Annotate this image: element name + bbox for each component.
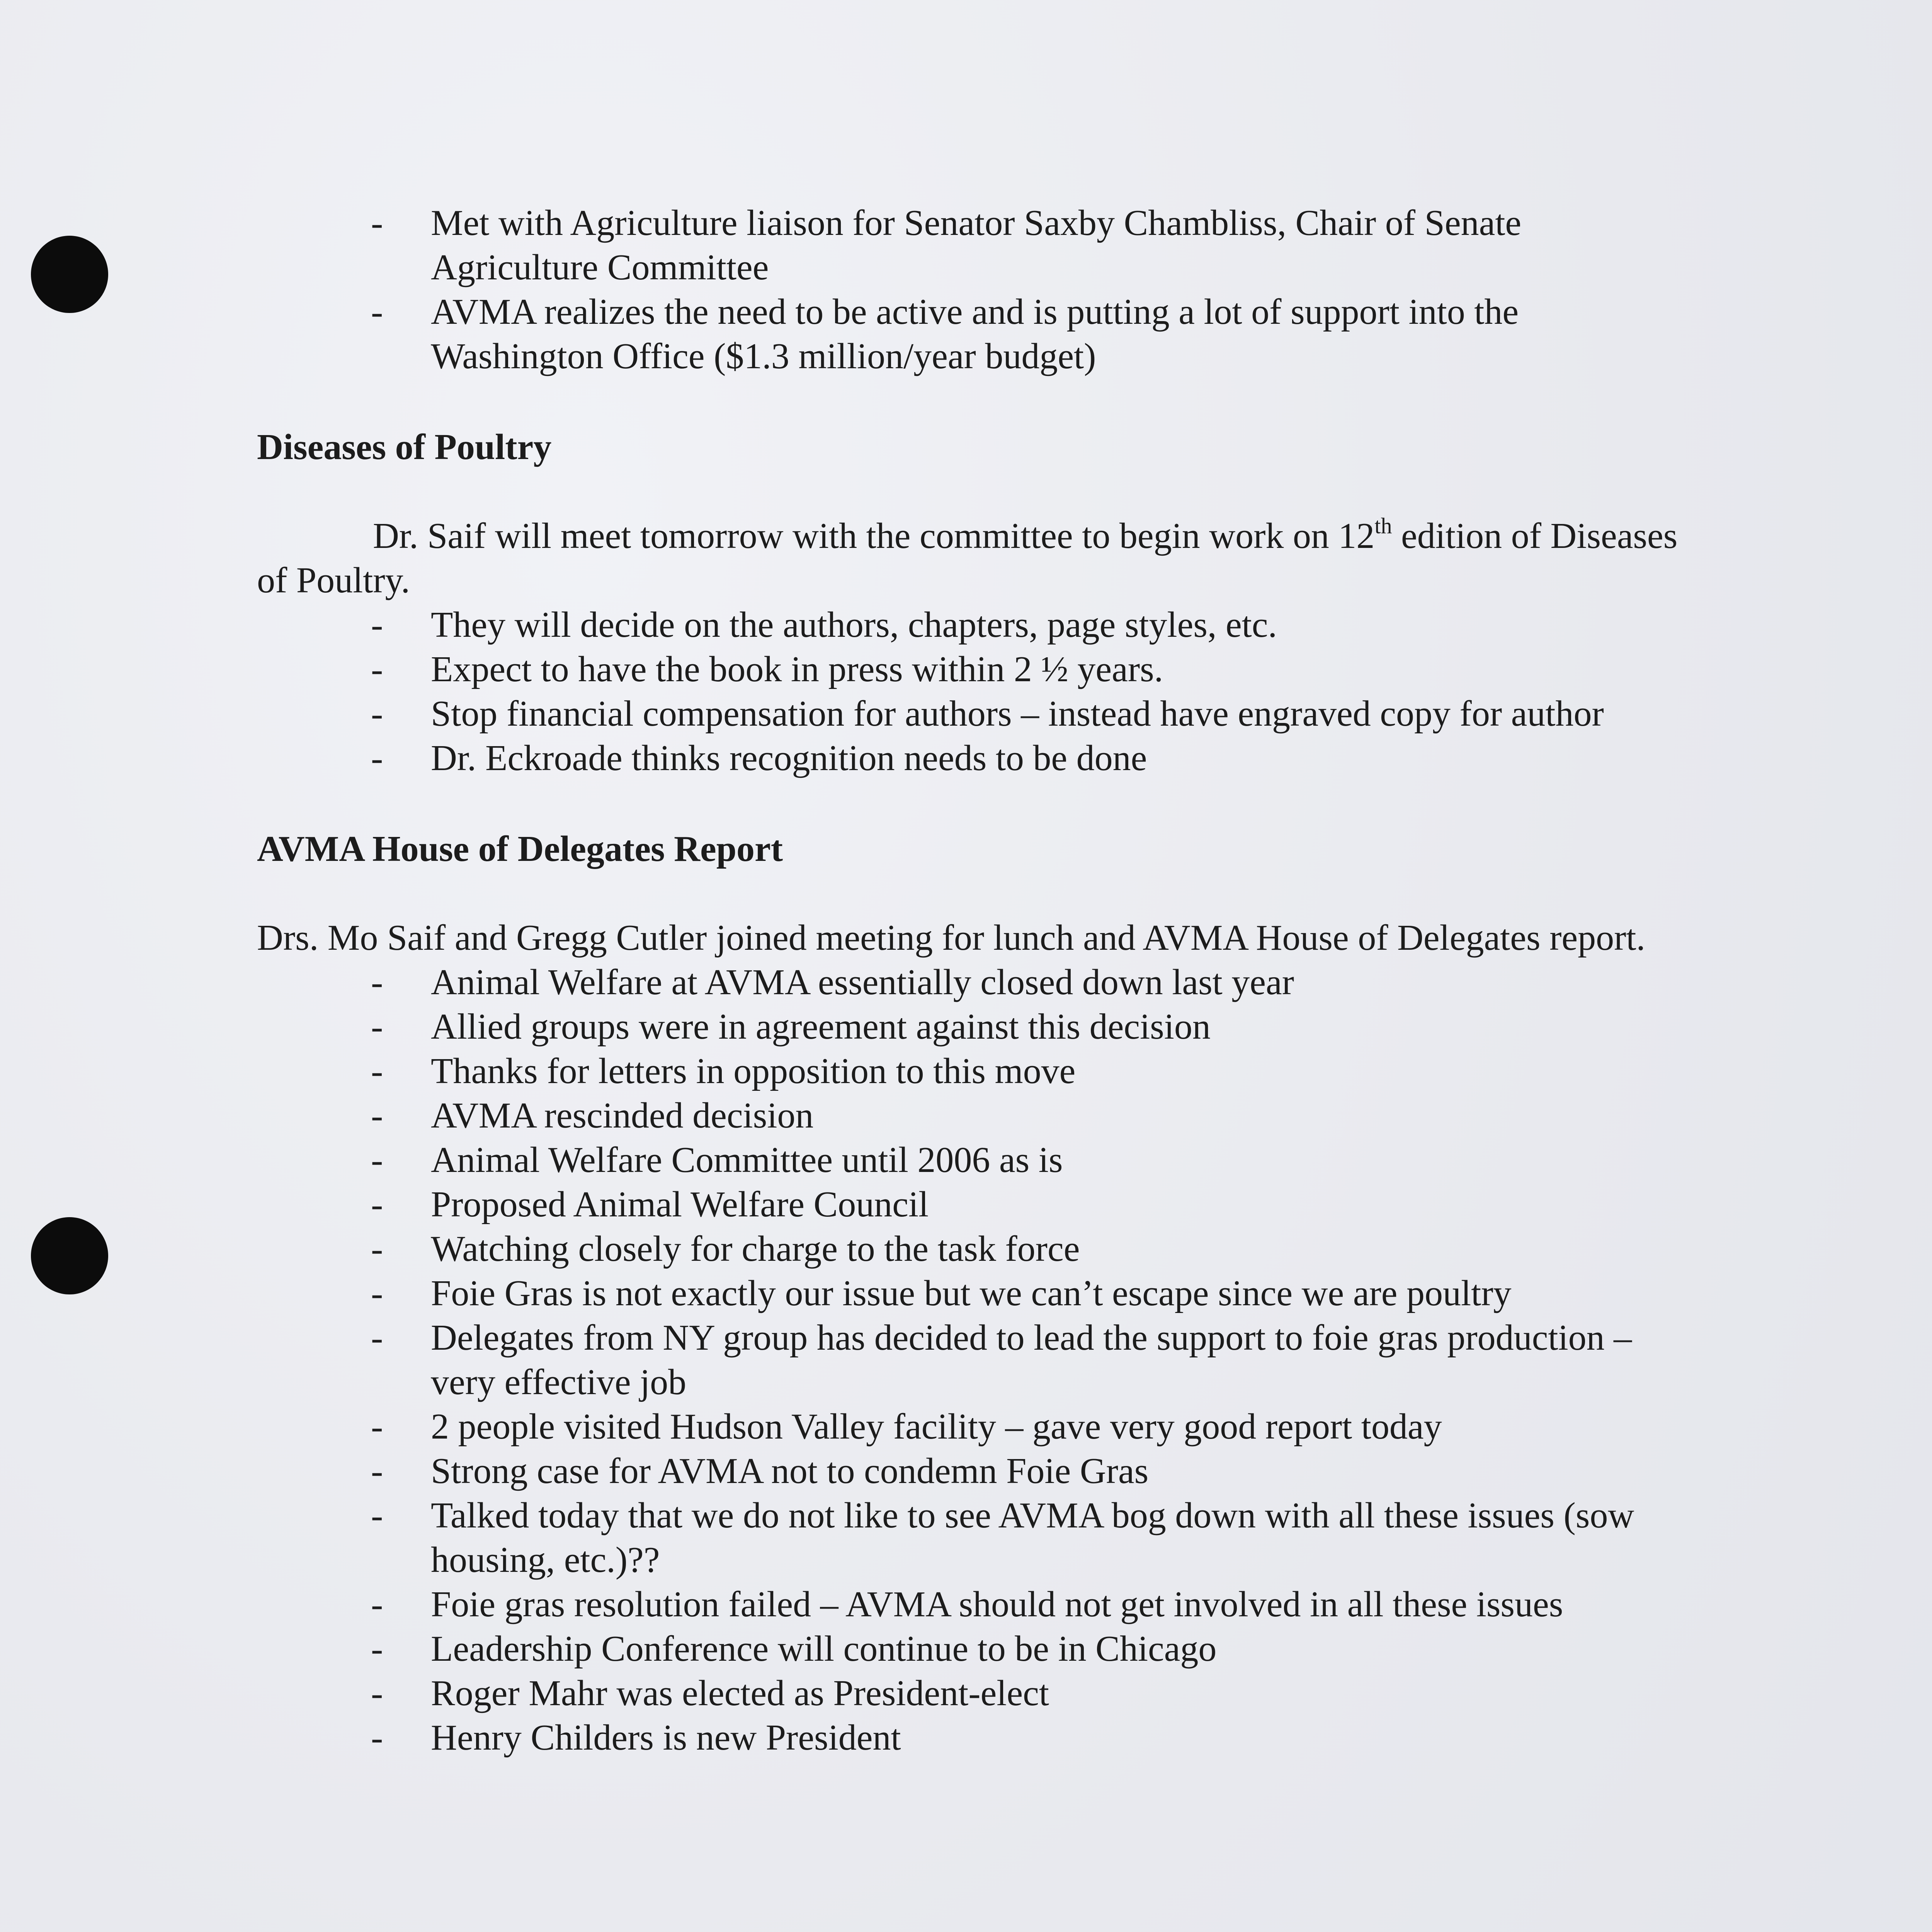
bullet-text: Animal Welfare at AVMA essentially closed down last year bbox=[431, 962, 1294, 1002]
list-item: - Dr. Eckroade thinks recognition needs to be done bbox=[371, 738, 1147, 778]
list-item: - Allied groups were in agreement against this decision bbox=[371, 1007, 1211, 1047]
bullet-text: Strong case for AVMA not to condemn Foie Gras bbox=[431, 1451, 1149, 1491]
bullet-text: Henry Childers is new President bbox=[431, 1718, 901, 1758]
bullet-text: Watching closely for charge to the task force bbox=[431, 1229, 1080, 1269]
bullet-text: Delegates from NY group has decided to lead the support to foie gras production – very effective job bbox=[431, 1318, 1632, 1402]
list-item: - Roger Mahr was elected as President-elect bbox=[371, 1673, 1049, 1713]
intro-bullet-list bbox=[257, 201, 1687, 379]
bullet-text: Stop financial compensation for authors – instead have engraved copy for author bbox=[431, 694, 1604, 734]
list-item: - Delegates from NY group has decided to lead the support to foie gras production – very effective job bbox=[371, 1318, 1632, 1402]
bullet-text: 2 people visited Hudson Valley facility – gave very good report today bbox=[431, 1406, 1442, 1447]
superscript-ordinal: th bbox=[1374, 513, 1392, 538]
avma-bullet-list bbox=[257, 960, 1687, 1760]
bullet-text: Roger Mahr was elected as President-elect bbox=[431, 1673, 1049, 1713]
list-item: - Met with Agriculture liaison for Senator Saxby Chambliss, Chair of Senate Agriculture Committee bbox=[371, 203, 1522, 287]
list-item: - Animal Welfare Committee until 2006 as is bbox=[371, 1140, 1063, 1180]
list-item: - Expect to have the book in press within 2 ½ years. bbox=[371, 649, 1163, 689]
bullet-text: Expect to have the book in press within 2 ½ years. bbox=[431, 649, 1163, 689]
list-item: - Strong case for AVMA not to condemn Foie Gras bbox=[371, 1451, 1149, 1491]
document-content bbox=[257, 201, 1687, 1760]
bullet-text: Talked today that we do not like to see AVMA bog down with all these issues (sow housing, etc.)?? bbox=[431, 1495, 1634, 1580]
list-item: - Thanks for letters in opposition to this move bbox=[371, 1051, 1076, 1091]
bullet-text: Foie gras resolution failed – AVMA should not get involved in all these issues bbox=[431, 1584, 1563, 1624]
diseases-bullet-list bbox=[257, 603, 1687, 781]
bullet-text: Leadership Conference will continue to be in Chicago bbox=[431, 1629, 1217, 1669]
bullet-text: Met with Agriculture liaison for Senator Saxby Chambliss, Chair of Senate Agriculture Committee bbox=[431, 203, 1522, 287]
diseases-paragraph: Dr. Saif will meet tomorrow with the committee to begin work on 12th edition of Diseases of Poultry. bbox=[257, 513, 1678, 600]
binder-hole-top bbox=[31, 236, 108, 313]
list-item: - Henry Childers is new President bbox=[371, 1718, 901, 1758]
bullet-text: Thanks for letters in opposition to this move bbox=[431, 1051, 1076, 1091]
list-item: - AVMA realizes the need to be active and is putting a lot of support into the Washington Office ($1.3 million/year budget) bbox=[371, 292, 1519, 376]
section-heading-avma: AVMA House of Delegates Report bbox=[257, 829, 783, 869]
avma-paragraph: Drs. Mo Saif and Gregg Cutler joined meeting for lunch and AVMA House of Delegates report. bbox=[257, 918, 1646, 958]
list-item: - Stop financial compensation for authors – instead have engraved copy for author bbox=[371, 694, 1604, 734]
bullet-text: Animal Welfare Committee until 2006 as is bbox=[431, 1140, 1063, 1180]
binder-hole-middle bbox=[31, 1217, 108, 1294]
list-item: - 2 people visited Hudson Valley facility – gave very good report today bbox=[371, 1406, 1442, 1447]
bullet-text: They will decide on the authors, chapters, page styles, etc. bbox=[431, 605, 1277, 645]
list-item: - Talked today that we do not like to see AVMA bog down with all these issues (sow housing, etc.)?? bbox=[371, 1495, 1634, 1580]
list-item: - Leadership Conference will continue to be in Chicago bbox=[371, 1629, 1217, 1669]
list-item: - They will decide on the authors, chapters, page styles, etc. bbox=[371, 605, 1277, 645]
list-item: - Foie gras resolution failed – AVMA should not get involved in all these issues bbox=[371, 1584, 1563, 1624]
bullet-text: Foie Gras is not exactly our issue but we can’t escape since we are poultry bbox=[431, 1273, 1512, 1313]
bullet-text: AVMA rescinded decision bbox=[431, 1095, 814, 1136]
list-item: - AVMA rescinded decision bbox=[371, 1095, 814, 1136]
bullet-text: AVMA realizes the need to be active and is putting a lot of support into the Washington Office ($1.3 million/year budget) bbox=[431, 292, 1519, 376]
bullet-text: Dr. Eckroade thinks recognition needs to be done bbox=[431, 738, 1147, 778]
section-heading-diseases: Diseases of Poultry bbox=[257, 427, 552, 467]
list-item: - Proposed Animal Welfare Council bbox=[371, 1184, 929, 1225]
list-item: - Watching closely for charge to the task force bbox=[371, 1229, 1080, 1269]
list-item: - Foie Gras is not exactly our issue but we can’t escape since we are poultry bbox=[371, 1273, 1512, 1313]
bullet-text: Allied groups were in agreement against this decision bbox=[431, 1007, 1211, 1047]
bullet-text: Proposed Animal Welfare Council bbox=[431, 1184, 929, 1225]
list-item: - Animal Welfare at AVMA essentially closed down last year bbox=[371, 962, 1294, 1002]
